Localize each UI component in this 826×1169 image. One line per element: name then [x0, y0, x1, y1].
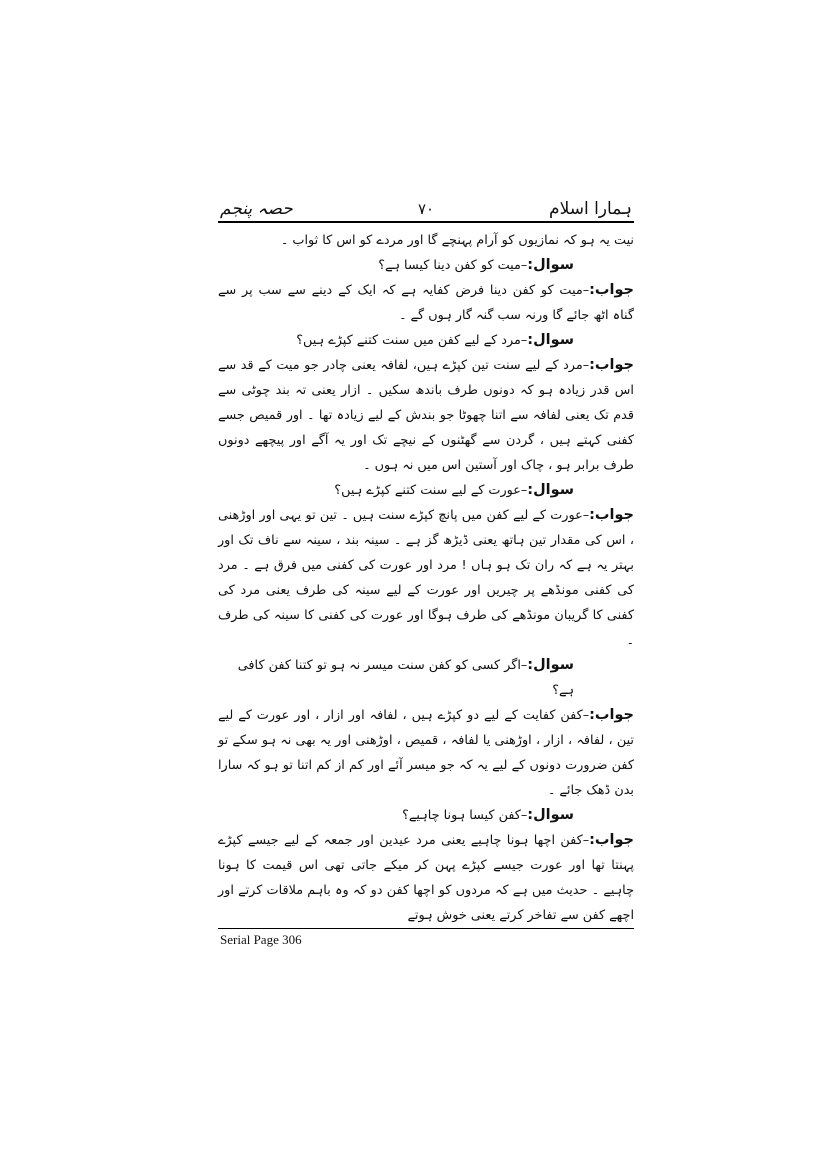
- answer-text: –میت کو کفن دینا فرض کفایہ ہے کہ ایک کے دینے سے سب پر سے گناہ اٹھ جائے گا ورنہ سب گنہ گار ہوں گے ۔: [218, 283, 634, 323]
- paragraph-text: نیت یہ ہو کہ نمازیوں کو آرام پہنچے گا اور مردے کو اس کا ثواب ۔: [280, 233, 634, 248]
- part-title: حصہ پنجم: [220, 199, 293, 219]
- book-title: ہمارا اسلام: [549, 199, 632, 219]
- question: [218, 803, 634, 828]
- answer: [218, 278, 634, 328]
- question: [218, 653, 634, 703]
- page-frame: [218, 196, 634, 928]
- question-label: سوال:: [527, 332, 574, 348]
- answer-text: –کفن اچھا ہونا چاہیے یعنی مرد عیدین اور جمعہ کے لیے جیسے کپڑے پہنتا تھا اور عورت جیسے کپڑے پہن کر میکے جاتی تھی اس قیمت کا ہونا چاہیے ۔ حدیث میں ہے کہ مردوں کو اچھا کفن دو کہ وہ باہم ملاقات کرتے اور اچھے کفن سے تفاخر کرتے یعنی خوش ہوتے: [218, 833, 634, 923]
- answer-label: جواب:: [589, 357, 634, 373]
- answer: [218, 828, 634, 928]
- page-header: [218, 196, 634, 224]
- question-label: سوال:: [527, 482, 574, 498]
- footer-rule: [218, 928, 634, 929]
- paragraph: [218, 228, 634, 253]
- question-text: –مرد کے لیے کفن میں سنت کتنے کپڑے ہیں؟: [296, 333, 528, 348]
- answer-text: –عورت کے لیے کفن میں پانچ کپڑے سنت ہیں ۔ تین تو یہی اور اوڑھنی ، اس کی مقدار تین ہاتھ یعنی ڈیڑھ گز ہے ۔ سینہ بند ، سینہ سے ناف تک اور بہتر یہ ہے کہ ران تک ہو ہاں ! مرد اور عورت کی کفنی میں فرق ہے ۔ مرد کی کفنی مونڈھے پر چیریں اور عورت کے لیے سینہ کی طرف یعنی مرد کی کفنی کا گریبان مونڈھے کی طرف ہوگا اور عورت کی کفنی کا سینہ کی طرف ۔: [218, 508, 634, 648]
- answer-label: جواب:: [589, 282, 634, 298]
- answer: [218, 703, 634, 803]
- answer: [218, 353, 634, 478]
- answer-text: –مرد کے لیے سنت تین کپڑے ہیں، لفافہ یعنی چادر جو میت کے قد سے اس قدر زیادہ ہو کہ دونوں طرف باندھ سکیں ۔ ازار یعنی تہ بند چوٹی سے قدم تک یعنی لفافہ سے اتنا چھوٹا جو بندش کے لیے زیادہ تھا ۔ اور قمیص جسے کفنی کہتے ہیں ، گردن سے گھٹنوں کے نیچے تک اور یہ آگے اور پیچھے دونوں طرف برابر ہو ، چاک اور آستین اس میں نہ ہوں ۔: [218, 358, 634, 473]
- question: [218, 253, 634, 278]
- page-number: ۷۰: [417, 200, 435, 218]
- question-text: –کفن کیسا ہونا چاہیے؟: [402, 808, 528, 823]
- answer-label: جواب:: [589, 832, 634, 848]
- question: [218, 328, 634, 353]
- answer-label: جواب:: [589, 707, 634, 723]
- answer-label: جواب:: [589, 507, 634, 523]
- header-rule: [218, 221, 634, 223]
- body-text: [218, 224, 634, 928]
- question-text: –میت کو کفن دینا کیسا ہے؟: [378, 258, 528, 273]
- answer: [218, 503, 634, 653]
- question-label: سوال:: [527, 807, 574, 823]
- answer-text: –کفن کفایت کے لیے دو کپڑے ہیں ، لفافہ اور ازار ، اور عورت کے لیے تین ، لفافہ ، ازار ، اوڑھنی یا لفافہ ، قمیص ، اوڑھنی اور یہ بھی نہ ہو سکے تو کفن ضرورت دونوں کے لیے یہ کہ جو میسر آئے اور کم از کم اتنا تو ہو کہ سارا بدن ڈھک جائے ۔: [218, 708, 634, 798]
- question: [218, 478, 634, 503]
- question-label: سوال:: [527, 657, 574, 673]
- question-text: –اگر کسی کو کفن سنت میسر نہ ہو تو کتنا کفن کافی ہے؟: [237, 658, 574, 698]
- question-label: سوال:: [527, 257, 574, 273]
- question-text: –عورت کے لیے سنت کتنے کپڑے ہیں؟: [334, 483, 528, 498]
- serial-page-number: Serial Page 306: [220, 932, 302, 947]
